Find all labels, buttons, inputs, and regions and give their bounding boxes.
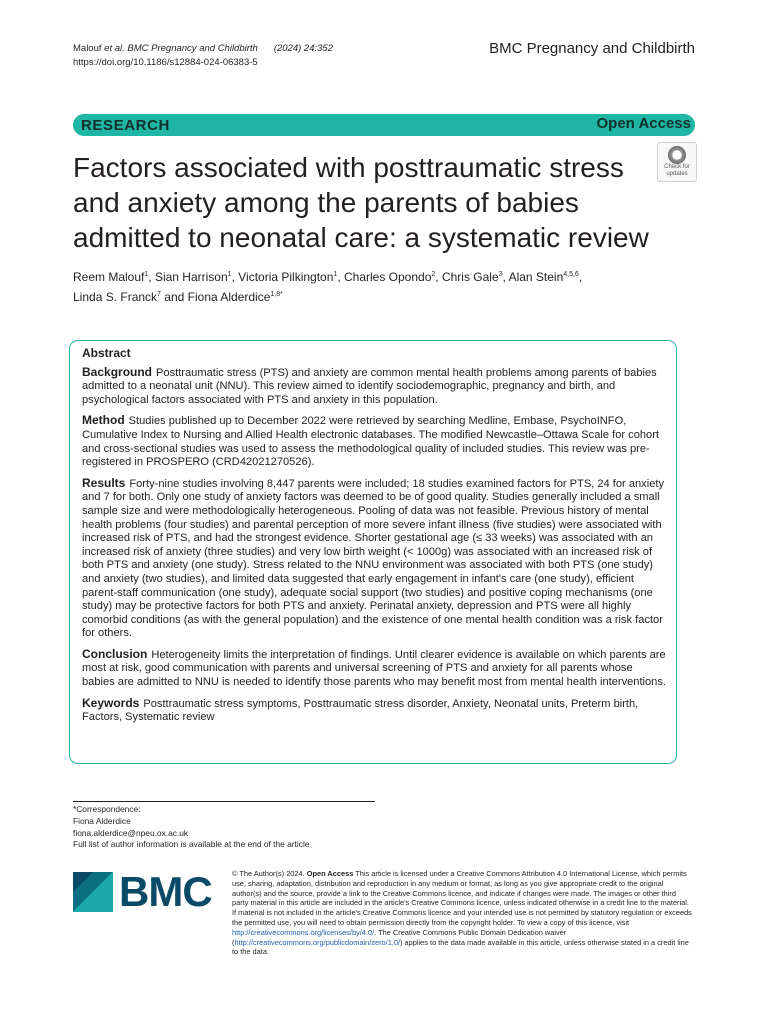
- author-affil: 1,8*: [270, 291, 283, 298]
- check-updates-line2: updates: [666, 170, 688, 177]
- footnote-divider: [73, 801, 375, 802]
- bmc-logo-icon: [73, 872, 113, 912]
- background-text: Posttraumatic stress (PTS) and anxiety are common mental health problems among parents of babies admitted to a neonatal unit (NNU). This review aimed to identify sociodemographic, pregnancy and birth, and psychological factors associated with PTS and anxiety in this population.: [82, 366, 657, 406]
- license-copyright: © The Author(s) 2024.: [232, 869, 307, 878]
- author-name: Reem Malouf: [73, 270, 145, 284]
- results-text: Forty-nine studies involving 8,447 parents were included; 18 studies examined factors for PTS, 24 for anxiety and 7 for both. Only one study of anxiety factors was deemed to be of good quality. Studies generally included a small sample size and were methodologically heterogeneous. Pooling of data was not feasible. Previous history of mental health problems (four studies) and parental perception of more severe infant illness (five studies) were associated with increased risk of PTS, and had the strongest evidence. Shorter gestational age (≤ 33 weeks) was associated with an increased risk of anxiety (three studies) and very low birth weight (< 1000g) was associated with an increased risk of both PTS and anxiety (one study). Stress related to the NNU environment was associated with both PTS (one study) and anxiety (two studies), and limited data suggested that early engagement in infant's care (one study), efficient parent-staff communication (one study), adequate social support (two studies) and positive coping mechanisms (one study) may be protective factors for both PTS and anxiety. Perinatal anxiety, depression and PTS were all highly comorbid conditions (as with the general population) and the existence of one mental health condition was a risk factor for others.: [82, 477, 664, 640]
- abstract-results: [82, 477, 668, 641]
- correspondence-email[interactable]: fiona.alderdice@npeu.ox.ac.uk: [73, 827, 189, 838]
- background-label: Background: [82, 364, 153, 379]
- author-sep: and: [160, 290, 188, 304]
- author-sep: ,: [578, 270, 583, 284]
- author-sep: ,: [231, 270, 239, 284]
- bmc-logo: [73, 868, 217, 915]
- author-sep: ,: [435, 270, 442, 284]
- author-sep: ,: [502, 270, 509, 284]
- author-affil: 7: [157, 291, 161, 298]
- conclusion-label: Conclusion: [82, 646, 148, 661]
- check-updates-line1: Check for: [664, 164, 690, 170]
- keywords-label: Keywords: [82, 695, 140, 710]
- license-open-access: Open Access: [306, 869, 354, 878]
- citation-volume: (2024) 24:352: [273, 43, 333, 54]
- method-label: Method: [82, 413, 125, 428]
- citation-line: [73, 42, 333, 56]
- abstract-background: [82, 366, 668, 408]
- journal-name: BMC Pregnancy and Childbirth: [489, 40, 695, 57]
- open-access-label: Open Access: [596, 115, 691, 132]
- citation-journal: et al. BMC Pregnancy and Childbirth: [104, 43, 258, 54]
- results-label: Results: [82, 475, 126, 490]
- author-affil: 3: [498, 271, 503, 278]
- author-affil: 1: [333, 271, 338, 278]
- method-text: Studies published up to December 2022 were retrieved by searching Medline, Embase, PsychoINFO, Cumulative Index to Nursing and Allied Health electronic databases. The modified Newcastle–Ottawa Scale for cohort and cross-sectional studies was used to assess the methodological quality of included studies. This review was pre-registered in PROSPERO (CRD42021270526).: [82, 415, 659, 469]
- license-body-3: ) applies to the data made available in this article, unless otherwise stated in a credit line to the data.: [232, 937, 689, 957]
- author-name: Linda S. Franck: [73, 290, 158, 304]
- author-info-note: Full list of author information is available at the end of the article: [73, 839, 310, 850]
- abstract-keywords: [82, 697, 668, 725]
- section-banner: [73, 114, 695, 136]
- license-link-cc-by[interactable]: http://creativecommons.org/licenses/by/4.0/: [232, 927, 375, 937]
- bmc-logo-text: BMC: [119, 868, 212, 915]
- author-affil: 1: [144, 271, 149, 278]
- citation-authors: Malouf: [73, 43, 105, 54]
- author-sep: ,: [337, 270, 344, 284]
- doi-link[interactable]: https://doi.org/10.1186/s12884-024-06383-5: [73, 57, 258, 68]
- license-text: [232, 869, 694, 957]
- check-for-updates-badge[interactable]: [657, 142, 697, 182]
- license-link-cc0[interactable]: http://creativecommons.org/publicdomain/zero/1.0/: [234, 937, 401, 947]
- section-label: RESEARCH: [81, 117, 170, 134]
- article-title: Factors associated with posttraumatic stress and anxiety among the parents of babies admitted to neonatal care: a systematic review: [73, 152, 649, 253]
- author-list: [73, 266, 673, 306]
- check-updates-icon: [668, 146, 686, 164]
- license-body-1: This article is licensed under a Creative Commons Attribution 4.0 International License, which permits use, sharing, adaptation, distribution and reproduction in any medium or format, as long as you give appropriate credit to the original author(s) and the source, provide a link to the Creative Commons licence, and indicate if changes were made. The images or other third party material in this article are included in the article's Creative Commons licence, unless indicated otherwise in a credit line to the material. If material is not included in the article's Creative Commons licence and your intended use is not permitted by statutory regulation or exceeds the permitted use, you will need to obtain permission directly from the copyright holder. To view a copy of this licence, visit: [232, 869, 692, 927]
- citation-header: [73, 42, 333, 70]
- license-body-2: . The Creative Commons Public Domain Dedication waiver (: [232, 927, 567, 947]
- author-affil: 2: [431, 271, 436, 278]
- conclusion-text: Heterogeneity limits the interpretation of findings. Until clearer evidence is available on which parents are most at risk, good communication with parents and universal screening of PTS and anxiety for all parents whose babies are admitted to NNU is needed to identify those parents who may benefit most from mental health interventions.: [82, 648, 666, 689]
- correspondence-block: [73, 804, 310, 851]
- author-sep: ,: [148, 270, 155, 284]
- abstract-conclusion: [82, 648, 668, 690]
- author-name: Victoria Pilkington: [238, 270, 334, 284]
- author-affil: 4,5,6: [563, 271, 579, 278]
- author-name: Charles Opondo: [343, 270, 432, 284]
- author-name: Sian Harrison: [154, 270, 228, 284]
- abstract-box: [69, 340, 677, 764]
- abstract-method: [82, 414, 668, 469]
- author-name: Alan Stein: [508, 270, 564, 284]
- author-name: Fiona Alderdice: [187, 290, 271, 304]
- correspondence-label: *Correspondence:: [73, 804, 141, 814]
- abstract-heading: Abstract: [82, 346, 131, 360]
- author-name: Chris Gale: [441, 270, 499, 284]
- correspondence-name: Fiona Alderdice: [73, 815, 131, 826]
- keywords-text: Posttraumatic stress symptoms, Posttraumatic stress disorder, Anxiety, Neonatal units, Preterm birth, Factors, Systematic review: [82, 697, 639, 724]
- author-affil: 1: [227, 271, 232, 278]
